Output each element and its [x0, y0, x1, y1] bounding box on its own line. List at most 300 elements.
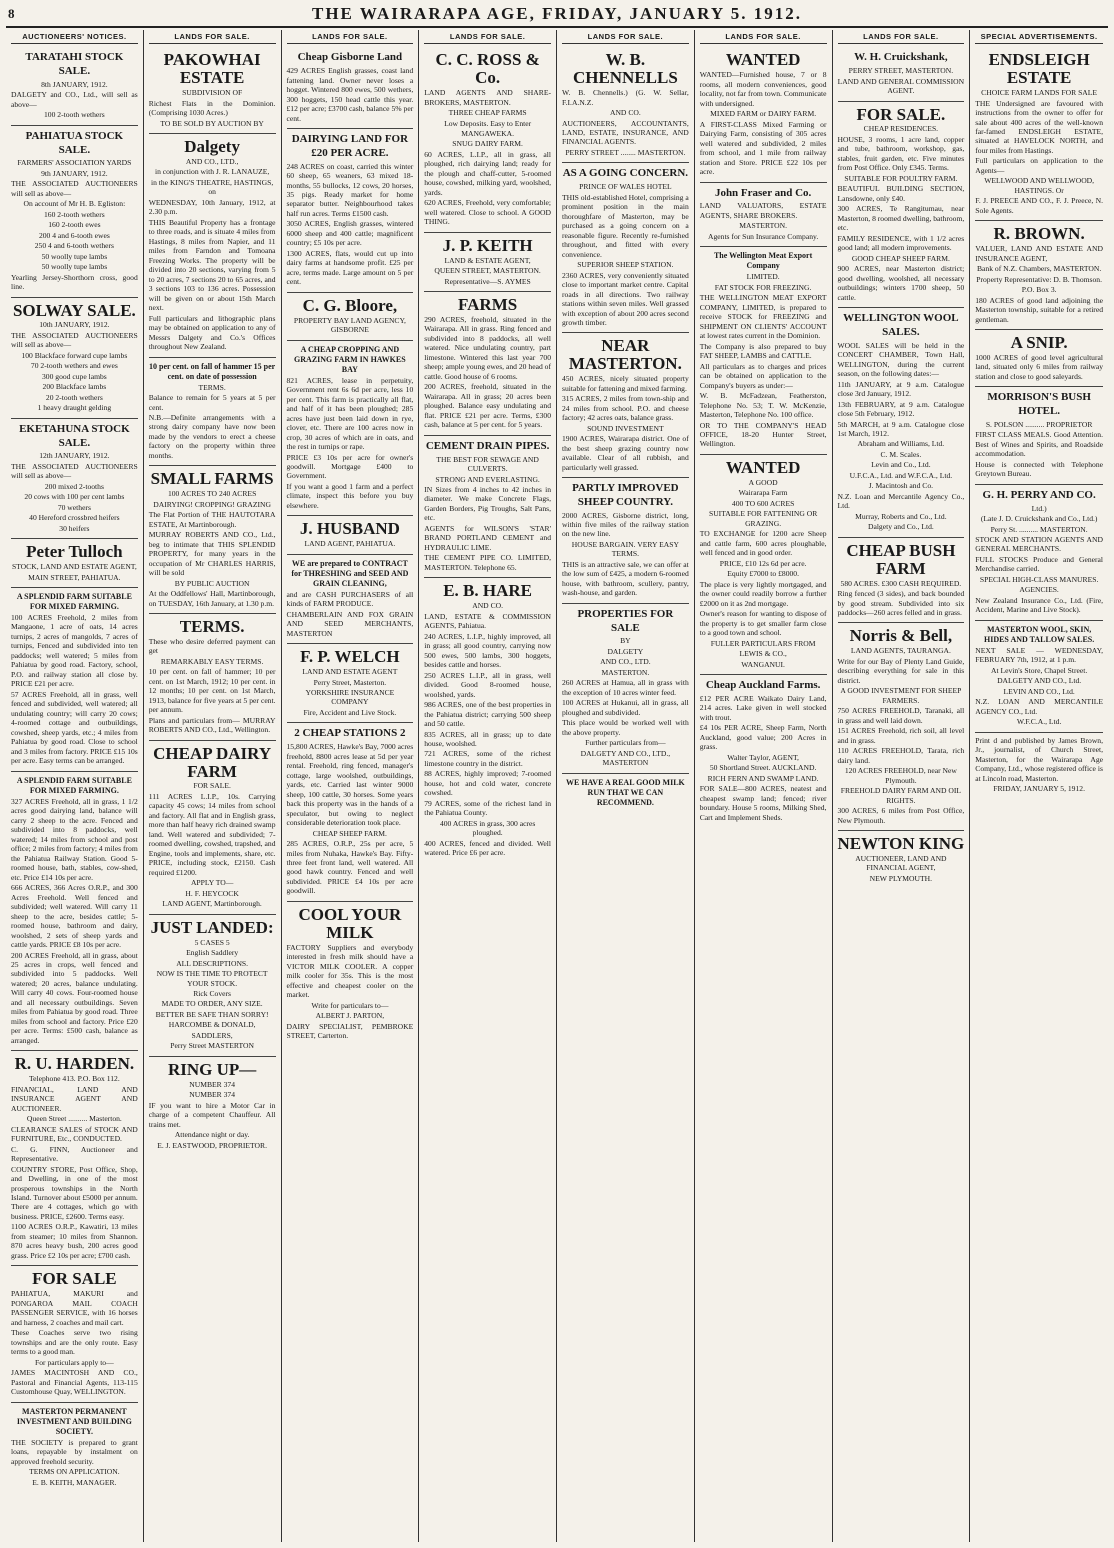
ad-text-line: FULLER PARTICULARS FROM	[710, 638, 816, 648]
ad-text-line: Owner's reason for wanting to dispose of the property is to get smaller farm close to a good town and school.	[699, 609, 827, 638]
ad-text-line: 100 ACRES TO 240 ACRES	[167, 489, 257, 499]
ad-title: TARATAHI STOCK SALE.	[25, 51, 124, 78]
ad-text-line: 100 ACRES Freehold, 2 miles from Mangaone, 1 acre of oats, 14 acres turnips, 2 acres of mangolds, 7 acres of turnips, Fenced and subdivided into ten paddocks; well watered; 5 miles from Pahiatua by good road. Factory, school, P.O. and railway station all close by. PRICE £21 per acre.	[11, 613, 138, 689]
ad-title: W. B. CHENNELLS	[572, 50, 678, 88]
advertisement	[838, 831, 965, 888]
advertisement	[11, 539, 138, 588]
ad-title: ENDSLEIGH ESTATE	[988, 50, 1090, 88]
ad-text-line: VALUER, LAND AND ESTATE AND INSURANCE AGENT,	[975, 244, 1103, 263]
ad-text-line: ALL DESCRIPTIONS.	[176, 958, 249, 968]
ad-text-line: 290 ACRES, freehold, situated in the Wairarapa. All in grass. Ring fenced and subdivided into 8 paddocks, all well watered. Nice undulating country, part limestone. Wintered this last year 700 sheep; ample young ewes, and 20 head of cattle. Good house of 6 rooms.	[424, 314, 551, 381]
ad-text-line: Full particulars and lithographic plans may be obtained on application to any of Messrs Dalgety and Co.'s Offices throughout New Zealand.	[148, 313, 276, 352]
ad-text-line: Write for particulars to—	[311, 1000, 389, 1010]
ad-text-line: Murray, Roberts and Co., Ltd.	[855, 511, 947, 521]
ad-text-line: LIMITED.	[746, 272, 780, 282]
ad-text-line: 160 2-tooth ewes	[48, 220, 101, 230]
ad-text-line: APPLY TO—	[190, 878, 234, 888]
advertisement	[11, 47, 138, 125]
ad-text-line: FRIDAY, JANUARY 5, 1912.	[993, 784, 1085, 794]
ad-text-line: HOUSE, 3 rooms, 1 acre land, copper and tube, bathroom, workshop, gas, stables, fruit garden, etc. Five minutes from Post Office. Only £345. Terms.	[837, 134, 965, 173]
ad-text-line: ALBERT J. PARTON,	[315, 1011, 385, 1021]
ad-text-line: STOCK, LAND AND ESTATE AGENT,	[11, 562, 137, 572]
ad-title: PARTLY IMPROVED SHEEP COUNTRY.	[572, 482, 679, 508]
ad-text-line: 285 ACRES, O.R.P., 25s per acre, 5 miles from Nuhaka, Hawke's Bay. Fifty-three feet front land, well watered. All good hawk country. Fenced and well subdivided. PRICE £4 10s per acre goodwill.	[286, 839, 414, 896]
ad-text-line: NOW IS THE TIME TO PROTECT YOUR STOCK.	[156, 969, 268, 988]
ad-text-line: DALGETY AND CO., LTD., MASTERTON	[580, 748, 671, 768]
ad-text-line: THE SOCIETY is prepared to grant loans, repayable by instalment on approved freehold security.	[11, 1437, 138, 1466]
ad-text-line: W. B. Chennells.) (G. W. Sellar, F.I.A.N.Z.	[562, 88, 689, 107]
ad-text-line: 9th JANUARY, 1912.	[41, 168, 108, 178]
ad-text-line: COUNTRY STORE, Post Office, Shop, and Dwelling, in one of the most prosperous townships in the North Island. Turnover about £5000 per annum. There are 4 cottages, which go with business. PRICE, £2600. Terms easy.	[11, 1164, 138, 1221]
ad-text-line: DALGETY	[607, 646, 644, 656]
ad-text-line: N.Z. Loan and Mercantile Agency Co., Ltd.	[837, 491, 965, 511]
column-8	[970, 30, 1108, 1542]
ad-text-line: WOOL SALES will be held in the CONCERT CHAMBER, Town Hall, WELLINGTON, during the current season, on the following dates:—	[837, 340, 965, 379]
advertisement	[11, 419, 138, 539]
advertisement	[975, 733, 1103, 799]
ad-text-line: 79 ACRES, some of the richest land in the Pahiatua County.	[424, 798, 551, 818]
ad-title: RING UP—	[167, 1059, 257, 1079]
ad-text-line: If you want a good 1 farm and a perfect climate, inspect this before you buy elsewhere.	[286, 481, 414, 510]
ad-title: NEAR MASTERTON.	[568, 336, 682, 374]
ad-text-line: WANTED—Furnished house, 7 or 8 rooms, all modern conveniences, good locality, not far from town. Communicate with undersigned.	[699, 70, 827, 108]
advertisement	[562, 47, 689, 163]
ad-text-line: W.F.C.A., Ltd.	[1016, 717, 1062, 727]
advertisement	[287, 902, 414, 1046]
advertisement	[562, 163, 689, 333]
ad-text-line: BETTER BE SAFE THAN SORRY!	[155, 1009, 269, 1019]
ad-title: J. HUSBAND	[299, 519, 400, 539]
ad-text-line: 110 ACRES FREEHOLD, Tarata, rich dairy land.	[837, 746, 965, 765]
ad-title: C. C. ROSS & Co.	[435, 50, 540, 88]
ad-title: R. U. HARDEN.	[14, 1054, 135, 1074]
ad-text-line: Perry Street MASTERTON	[170, 1041, 255, 1051]
advertisement	[149, 614, 276, 741]
column-1	[6, 30, 144, 1542]
column-4	[419, 30, 557, 1542]
ad-text-line: JAMES MACINTOSH AND CO., Pastoral and Financial Agents, 113-115 Customhouse Quay, WELLINGTON.	[11, 1368, 138, 1397]
ad-text-line: in conjunction with J. R. LANAUZE,	[154, 167, 270, 177]
ad-text-line: 248 ACRES on coast, carried this winter 60 sheep, 65 weaners, 63 mixed 18-months, 55 bullocks, 12 cows, 20 horses, 35 pigs. Ready market for home separator butter. Neighbourhood takes half run acres. Terms £1500 cash.	[286, 161, 414, 218]
ad-text-line: BEAUTIFUL BUILDING SECTION, Lansdowne, only £40.	[837, 184, 965, 203]
masthead: THE WAIRARAPA AGE, FRIDAY, JANUARY 5. 1912.	[312, 4, 802, 23]
ad-text-line: LAND AND GENERAL COMMISSION AGENT.	[837, 76, 965, 96]
ad-title: WELLINGTON WOOL SALES.	[843, 312, 959, 338]
ad-title: COOL YOUR MILK	[298, 904, 402, 942]
ad-text-line: SOUND INVESTMENT	[587, 423, 664, 433]
ad-text-line: LAND AGENTS, TAURANGA.	[850, 646, 951, 656]
ad-text-line: LAND AGENTS AND SHARE-BROKERS, MASTERTON.	[424, 88, 551, 107]
ad-text-line: CHOICE FARM LANDS FOR SALE	[981, 88, 1098, 98]
ad-text-line: 1100 ACRES O.R.P., Kawatiri, 13 miles from steamer; 10 miles from Shannon. 870 acres heavy bush, 200 acres good grass. Price £2 10s per acre; £700 cash.	[11, 1222, 138, 1260]
ad-text-line: J. Macintosh and Co.	[868, 481, 934, 491]
ad-title: MASTERTON PERMANENT INVESTMENT AND BUILDING SOCIETY.	[16, 1406, 132, 1436]
ad-title: FOR SALE.	[856, 104, 946, 124]
advertisement	[149, 47, 276, 134]
ad-text-line: AND CO.	[609, 108, 641, 118]
ad-title: PAKOWHAI ESTATE	[163, 50, 261, 88]
ad-text-line: MASTERTON.	[601, 667, 650, 677]
ad-text-line: 450 ACRES, nicely situated property suitable for fattening and mixed farming.	[562, 374, 689, 393]
advertisement	[424, 436, 551, 579]
ad-text-line: 900 ACRES, near Masterton district; good dwelling, woolshed, all necessary outbuildings; winters 1700 sheep, 50 cattle.	[837, 264, 965, 302]
ad-text-line: FIRST CLASS MEALS. Good Attention. Best of Wines and Spirits, and Roadside accommodation.	[975, 430, 1103, 459]
ad-text-line: FREEHOLD DAIRY FARM AND OIL RIGHTS.	[840, 786, 961, 805]
ad-text-line: Walter Taylor, AGENT,	[727, 752, 799, 762]
ad-text-line: 240 ACRES, L.I.P., highly improved, all in grass; all good country, carrying now 500 ewes, 500 lambs, 300 hoggets, besides cattle and horses.	[424, 631, 551, 670]
ad-text-line: SUITABLE FOR POULTRY FARM.	[844, 173, 958, 183]
ad-text-line: DAIRYING! CROPPING! GRAZING	[153, 499, 271, 509]
ad-text-line: Balance to remain for 5 years at 5 per cent.	[148, 393, 276, 412]
ad-text-line: THE ASSOCIATED AUCTIONEERS will sell as above—	[11, 461, 138, 481]
newspaper-columns	[6, 30, 1108, 1542]
column-7	[833, 30, 971, 1542]
ad-text-line: 400 ACRES in grass, 300 acres ploughed.	[439, 818, 536, 838]
ad-text-line: 88 ACRES, highly improved; 7-roomed house, hot and cold water, concrete cowshed.	[424, 769, 551, 798]
ad-text-line: Equity £7000 to £8000.	[727, 569, 799, 579]
ad-text-line: 620 ACRES, Freehold, very comfortable; well watered. Close to school. A GOOD THING.	[424, 198, 551, 227]
advertisement	[287, 47, 414, 129]
ad-text-line: 50 woolly tupe lambs	[41, 262, 108, 272]
ad-title: Cheap Gisborne Land	[297, 51, 403, 64]
advertisement	[149, 466, 276, 614]
advertisement	[975, 387, 1103, 484]
ad-text-line: THE WELLINGTON MEAT EXPORT COMPANY, LIMITED, is prepared to receive STOCK for FREEZING and SHIPMENT ON CLIENTS' ACCOUNT at lowest rates current in the Dominion.	[699, 293, 827, 341]
ad-text-line: CHEAP SHEEP FARM.	[312, 828, 387, 838]
ad-text-line: 300 ACRES, 6 miles from Post Office, New Plymouth.	[837, 806, 965, 825]
advertisement	[700, 675, 827, 827]
ad-title: TERMS.	[179, 617, 245, 637]
column-heading: LANDS FOR SALE.	[287, 30, 414, 44]
ad-title: G. H. PERRY AND CO.	[982, 488, 1096, 501]
ad-text-line: A GOOD	[748, 477, 778, 487]
column-heading: LANDS FOR SALE.	[149, 30, 276, 44]
advertisement	[838, 308, 965, 538]
ad-text-line: 13th FEBRUARY, at 9 a.m. Catalogue close 5th February, 1912.	[837, 399, 965, 419]
ad-text-line: AUCTIONEERS, ACCOUNTANTS, LAND, ESTATE, INSURANCE, AND FINANCIAL AGENTS.	[562, 118, 689, 147]
advertisement	[287, 644, 414, 723]
advertisement	[11, 298, 138, 419]
ad-text-line: CLEARANCE SALES of STOCK AND FURNITURE, Etc., CONDUCTED.	[11, 1124, 138, 1144]
advertisement	[975, 621, 1103, 733]
ad-text-line: CHAMBERLAIN AND FOX GRAIN AND SEED MERCHANTS, MASTERTON	[286, 609, 414, 638]
ad-text-line: At Levin's Store, Chapel Street.	[990, 665, 1088, 675]
ad-text-line: Plans and particulars from— MURRAY ROBERTS AND CO., Ltd., Wellington.	[148, 715, 276, 735]
ad-text-line: THE CEMENT PIPE CO. LIMITED, MASTERTON. Telephone 65.	[424, 553, 551, 572]
advertisement	[11, 1051, 138, 1266]
ad-text-line: MIXED FARM or DAIRY FARM.	[710, 109, 817, 119]
ad-title: A SPLENDID FARM SUITABLE FOR MIXED FARMING.	[16, 775, 132, 795]
ad-text-line: Agents for Sun Insurance Company.	[708, 231, 819, 241]
advertisement	[838, 47, 965, 101]
ad-text-line: 30 heifers	[59, 523, 90, 533]
ad-title: CHEAP DAIRY FARM	[153, 743, 272, 781]
ad-text-line: P.O. Box 3.	[1021, 285, 1057, 295]
advertisement	[287, 723, 414, 902]
ad-text-line: 400 ACRES, fenced and divided. Well watered. Price £6 per acre.	[424, 838, 551, 858]
column-3	[282, 30, 420, 1542]
ad-title: A CHEAP CROPPING AND GRAZING FARM IN HAWKES BAY	[294, 344, 406, 374]
ad-title: J. P. KEITH	[442, 235, 533, 255]
ad-text-line: 200 Blackface lambs	[42, 382, 107, 392]
advertisement	[700, 47, 827, 182]
advertisement	[287, 555, 414, 644]
ad-title: Norris & Bell,	[849, 626, 953, 646]
ad-text-line: Full particulars on application to the Agents—	[975, 156, 1103, 175]
ad-text-line: 151 ACRES Freehold, rich soil, all level and in grass.	[837, 726, 965, 745]
column-heading: LANDS FOR SALE.	[700, 30, 827, 44]
ad-text-line: THE ASSOCIATED AUCTIONEERS will sell as above—	[11, 179, 138, 198]
ad-text-line: RICH FERN AND SWAMP LAND.	[707, 773, 819, 783]
ad-text-line: Further particulars from—	[585, 738, 666, 748]
advertisement	[149, 915, 276, 1057]
ad-text-line: 315 ACRES, 2 miles from town-ship and 24 miles from school. P.O. and cheese factory; 42 acres oats, balance grass.	[562, 394, 689, 423]
ad-text-line: 5th MARCH, at 9 a.m. Catalogue close 1st March, 1912.	[837, 419, 965, 438]
ad-text-line: 160 2-tooth wethers	[44, 209, 105, 219]
ad-title: FARMS	[458, 295, 518, 315]
ad-title: SMALL FARMS	[150, 469, 274, 489]
ad-text-line: 100 2-tooth wethers	[44, 110, 105, 120]
ad-title: A SPLENDID FARM SUITABLE FOR MIXED FARMING.	[16, 592, 132, 611]
ad-text-line: 12th JANUARY, 1912.	[39, 451, 110, 461]
advertisement	[287, 341, 414, 517]
ad-text-line: CHEAP RESIDENCES.	[863, 124, 939, 134]
ad-text-line: PROPERTY BAY LAND AGENCY, GISBORNE	[293, 315, 406, 335]
ad-title: JUST LANDED:	[150, 917, 274, 937]
ad-text-line: THREE CHEAP FARMS	[448, 108, 527, 118]
ad-text-line: AND CO., LTD.	[600, 657, 651, 667]
advertisement	[149, 1057, 276, 1155]
ad-text-line: 200 mixed 2-tooths	[44, 481, 104, 491]
ad-text-line: The place is very lightly mortgaged, and the owner could readily borrow a further £2000 on it as 2nd mortgage.	[699, 579, 827, 608]
ad-text-line: LAND AGENT, Martinborough.	[162, 899, 262, 909]
ad-text-line: OR TO THE COMPANY'S HEAD OFFICE, 18-20 Hunter Street, Wellington.	[699, 420, 827, 449]
ad-text-line: IN Sizes from 4 inches to 42 inches in diameter. We make Concrete Flags, Garden Borders, Pig Troughs, Salt Pans, etc.	[424, 485, 551, 523]
ad-text-line: LAND, ESTATE & COMMISSION AGENTS, Pahiatua.	[424, 611, 551, 631]
ad-text-line: Richest Flats in the Dominion. (Comprising 1030 Acres.)	[148, 98, 276, 118]
ad-text-line: PRICE £3 10s per acre for owner's goodwill. Mortgage £400 to Government.	[286, 452, 414, 481]
ad-text-line: FINANCIAL, LAND AND INSURANCE AGENT AND AUCTIONEER.	[11, 1084, 138, 1113]
ad-title: 10 per cent. on fall of hammer 15 per cent. on date of possession	[149, 361, 276, 381]
advertisement	[287, 516, 414, 554]
ad-text-line: THIS is an attractive sale, we can offer at the low sum of £425, a modern 6-roomed house, with bathroom, scullery, pantry, wash-house, and garden.	[562, 559, 689, 598]
ad-text-line: For particulars apply to—	[35, 1357, 114, 1367]
ad-title: A SNIP.	[1010, 333, 1068, 353]
advertisement	[424, 233, 551, 292]
ad-text-line: TERMS.	[198, 382, 226, 392]
ad-text-line: New Zealand Insurance Co., Ltd. (Fire, Accident, Marine and Live Stock).	[975, 595, 1103, 615]
ad-text-line: FARMERS' ASSOCIATION YARDS	[17, 158, 132, 168]
ad-text-line: 821 ACRES, lease in perpetuity, Government rent 6s 6d per acre, less 10 per cent. This farm is practically all flat, and half of it has been ploughed; 285 acres have just been laid down in rye, clover, etc. There are 100 acres now in crop, 30 acres of which are in oats, and the rest in turnips or rape.	[286, 375, 414, 452]
column-2	[144, 30, 282, 1542]
ad-text-line: QUEEN STREET, MASTERTON.	[434, 266, 541, 276]
ad-text-line: Wairarapa Farm	[738, 488, 788, 498]
ad-title: E. B. HARE	[443, 581, 533, 601]
ad-text-line: Property Representative: D. B. Thomson.	[976, 274, 1103, 284]
ad-text-line: AGENCIES.	[1019, 585, 1059, 595]
masthead-rule	[6, 26, 1108, 28]
ad-text-line: 120 ACRES FREEHOLD, near New Plymouth.	[844, 766, 957, 785]
ad-text-line: U.F.C.A., Ltd. and W.F.C.A., Ltd.	[849, 470, 953, 480]
ad-text-line: BY	[620, 636, 631, 646]
column-6	[695, 30, 833, 1542]
advertisement	[975, 485, 1103, 621]
ad-text-line: NUMBER 374	[189, 1090, 236, 1100]
ad-text-line: 580 ACRES. £300 CASH REQUIRED.	[840, 578, 962, 588]
advertisement	[562, 604, 689, 774]
ad-text-line: Ring fenced (3 sides), and back bounded by good stream. Subdivided into six paddocks—260 acres felled and in grass.	[837, 589, 965, 617]
ad-text-line: 200 4 and 6-tooth ewes	[38, 230, 110, 240]
ad-text-line: WELLWOOD AND WELLWOOD, HASTINGS. Or	[984, 176, 1095, 195]
ad-text-line: Representative—S. AYMES	[444, 276, 531, 286]
ad-text-line: 70 2-tooth wethers and ewes	[30, 361, 118, 371]
ad-text-line: Rick Covers	[193, 989, 231, 998]
ad-text-line: DALGETY and CO., Ltd., will sell as above—	[11, 90, 138, 109]
ad-title: SOLWAY SALE.	[12, 300, 136, 320]
advertisement	[287, 129, 414, 293]
ad-text-line: 835 ACRES, all in grass; up to date house, woolshed.	[424, 729, 551, 748]
ad-text-line: 260 ACRES at Hamua, all in grass with the exception of 10 acres winter feed.	[562, 678, 689, 697]
ad-text-line: TO EXCHANGE for 1200 acre Sheep and cattle farm, 600 acres ploughable, well fenced and in good order.	[699, 529, 827, 558]
ad-text-line: 2000 ACRES, Gisborne district, long, within five miles of the railway station on the new line.	[562, 510, 689, 539]
ad-text-line: LEVIN AND CO., Ltd.	[1003, 686, 1075, 696]
ad-text-line: PRINCE OF WALES HOTEL	[579, 182, 672, 192]
advertisement	[11, 126, 138, 298]
ad-text-line: £12 PER ACRE Waikato Dairy Land, 214 acres. Lake given in well stocked with trout.	[699, 693, 827, 722]
ad-text-line: 50 Shortland Street. AUCKLAND.	[709, 763, 817, 773]
advertisement	[700, 455, 827, 675]
ad-text-line: 666 ACRES, 366 Acres O.R.P., and 300 Acres Freehold. Well fenced and subdivided; well watered. Will carry 11 sheep to the acre, besides cattle; 5-roomed house, bathroom and dairy, woolshed, 2 sets of sheep yards and cattle yards. PRICE £8 10s per acre.	[11, 883, 138, 950]
ad-text-line: Bank of N.Z. Chambers, MASTERTON.	[976, 264, 1102, 274]
ad-text-line: On account of Mr H. B. Egliston:	[23, 199, 126, 209]
ad-text-line: FAMILY RESIDENCE, with 1 1/2 acres good land; all modern improvements.	[837, 233, 965, 253]
ad-title: PAHIATUA STOCK SALE.	[25, 129, 124, 156]
ad-text-line: HARCOMBE & DONALD,	[168, 1020, 256, 1030]
ad-text-line: DAIRY SPECIALIST, PEMBROKE STREET, Carterton.	[286, 1021, 414, 1040]
advertisement	[562, 333, 689, 478]
ad-text-line: These who desire deferred payment can get	[148, 636, 276, 656]
ad-title: 2 CHEAP STATIONS 2	[294, 727, 406, 740]
ad-text-line: BY PUBLIC AUCTION	[174, 578, 250, 588]
ad-text-line: £4 10s PER ACRE, Sheep Farm, North Auckland, good value; 200 Acres in grass.	[699, 723, 827, 752]
ad-text-line: SADDLERS,	[191, 1030, 233, 1040]
ad-text-line: N.B.—Definite arrangements with a strong dairy company have now been made by the vendors to erect a cheese factory on the property within three months.	[148, 412, 276, 460]
advertisement	[838, 538, 965, 624]
ad-text-line: Perry Street, Masterton.	[313, 677, 387, 687]
ad-text-line: SNUG DAIRY FARM.	[452, 139, 523, 149]
ad-text-line: NUMBER 374	[189, 1079, 236, 1089]
ad-text-line: and are CASH PURCHASERS of all kinds of FARM PRODUCE.	[286, 589, 414, 609]
ad-text-line: 721 ACRES, some of the richest limestone country in the district.	[424, 749, 551, 768]
ad-text-line: 2360 ACRES, very conveniently situated close to important market centre. Capital roads in all directions. Two railway stations within seven miles. Well grassed with exception of about 200 acres second growth timber.	[562, 270, 689, 327]
ad-text-line: These Coaches serve two rising townships and are the only route. Easy terms to a good man.	[11, 1328, 138, 1357]
ad-text-line: Print d and published by James Brown, Jr., journalist, of Church Street, Masterton, for the Wairarapa Age Company, Ltd., whose registered office is at Lincoln road, Masterton.	[975, 735, 1103, 783]
ad-text-line: At the Oddfellows' Hall, Martinborough, on TUESDAY, 16th January, at 1.30 p.m.	[148, 589, 276, 608]
ad-text-line: WEDNESDAY, 10th January, 1912, at 2.30 p.m.	[148, 197, 276, 217]
ad-title: Dalgety	[184, 137, 240, 156]
ad-text-line: 20 2-tooth wethers	[45, 392, 103, 402]
ad-text-line: 250 4 and 6-tooth wethers	[34, 241, 115, 251]
ad-text-line: 1300 ACRES, flats, would cut up into dairy farms at handsome profit. £25 per acre, terms made. Large amount on 5 per cent.	[286, 248, 414, 287]
ad-text-line: REMARKABLY EASY TERMS.	[160, 656, 264, 666]
ad-text-line: H. F. HEYCOCK	[185, 888, 239, 898]
ad-text-line: LAND AND ESTATE AGENT	[302, 667, 398, 677]
ad-text-line: LAND VALUATORS, ESTATE AGENTS, SHARE BROKERS.	[699, 201, 827, 220]
ad-text-line: Write for our Bay of Plenty Land Guide, describing everything for sale in this district.	[837, 656, 965, 685]
advertisement	[287, 293, 414, 341]
ad-title: FOR SALE	[32, 1269, 117, 1289]
ad-text-line: S. POLSON .......... PROPRIETOR	[985, 419, 1093, 429]
ad-text-line: WANGANUI.	[741, 659, 785, 669]
ad-title: WE HAVE A REAL GOOD MILK RUN THAT WE CAN RECOMMEND.	[565, 777, 685, 807]
ad-text-line: AND CO., LTD.,	[185, 156, 239, 166]
ad-title: W. H. Cruickshank,	[854, 51, 948, 64]
ad-title: WANTED	[725, 457, 801, 477]
ad-text-line: A GOOD INVESTMENT FOR SHEEP FARMERS.	[840, 686, 962, 705]
ad-text-line: 1 heavy draught gelding	[37, 403, 112, 413]
advertisement	[562, 774, 689, 813]
ad-text-line: 200 ACRES Freehold, all in grass, about 25 acres in crops, well fenced and subdivided into 5 paddocks. Well watered; 20 acres, balance undulating. Will carry 40 cows. Four-roomed house and all necessary outbuildings. Seven miles from Pahiatua by good road. Three miles from school and factory. Price £20 per acre. Terms: £500 cash, balance as arranged.	[11, 950, 138, 1045]
ad-text-line: 327 ACRES Freehold, all in grass, 1 1/2 acres good dairying land, balance will carry 2 sheep to the acre. Fenced and subdivided into 8 paddocks, well watered; 14 miles from school and post office; 2 miles from factory; 4 miles from the Pahiatua Railway Station. Good 5-roomed house, bath, stables, cow-shed, etc. Price £14 10s per acre.	[11, 796, 138, 882]
advertisement	[11, 1266, 138, 1402]
advertisement	[424, 292, 551, 436]
ad-text-line: SUITABLE FOR FATTENING OR GRAZING.	[708, 509, 818, 528]
ad-title: MORRISON'S BUSH HOTEL.	[987, 391, 1091, 418]
ad-text-line: Queen Street .......... Masterton.	[26, 1114, 122, 1124]
ad-text-line: 429 ACRES English grasses, coast land fattening land. Owner never loses a hogget. Wintered 800 ewes, 500 wethers, 300 hoggets, 150 head cattle this year. £12 per acre; £3700 cash, balance 5% per cent.	[286, 66, 414, 123]
ad-text-line: House is connected with Telephone Greytown Bureau.	[975, 459, 1103, 479]
ad-title: Cheap Auckland Farms.	[705, 679, 821, 691]
ad-text-line: 57 ACRES Freehold, all in grass, well fenced and subdivided, well watered; all undulating country; will carry 20 cows; 4-roomed cottage and outbuildings, cowshed, sheep yards, etc.; 4 miles from Pahiatua by good road. Close to school and 3 miles from factory. PRICE £15 10s per acre. Easy terms can be arranged.	[11, 689, 138, 766]
ad-text-line: 10 per cent. on fall of hammer; 10 per cent. on 1st March, 1912; 10 per cent. in 12 months; 10 per cent. on 1st March, 1913, balance for five years at 5 per cent. per annum.	[148, 667, 276, 715]
ad-text-line: NEW PLYMOUTH.	[869, 873, 933, 883]
ad-text-line: 250 ACRES L.I.P., all in grass, well divided. Good 8-roomed house, woolshed, yards.	[424, 670, 551, 699]
ad-text-line: 300 ACRES, Te Rangitumau, near Masterton, 8 roomed dwelling, bathroom, etc.	[837, 204, 965, 233]
ad-text-line: 100 ACRES at Hukanui, all in grass, all ploughed and subdivided.	[562, 698, 689, 717]
ad-text-line: MURRAY ROBERTS AND CO., Ltd., beg to intimate that THIS SPLENDID PROPERTY, for many years in the occupation of Mr CHARLES HARRIS, will be sold	[148, 530, 276, 578]
ad-text-line: Telephone 413. P.O. Box 112.	[29, 1074, 120, 1084]
advertisement	[424, 578, 551, 862]
ad-title: NEWTON KING	[837, 834, 965, 854]
ad-text-line: 10th JANUARY, 1912.	[39, 320, 110, 330]
ad-text-line: Dalgety and Co., Ltd.	[867, 522, 934, 532]
ad-text-line: FAT STOCK FOR FREEZING.	[714, 282, 812, 292]
ad-text-line: The Flat Portion of THE HAUTOTARA ESTATE, At Martinborough.	[148, 510, 276, 529]
ad-title: CHEAP BUSH FARM	[846, 540, 956, 578]
ad-title: Peter Tulloch	[26, 542, 123, 562]
advertisement	[149, 134, 276, 358]
ad-text-line: AGENTS for WILSON'S 'STAR' BRAND PORTLAND CEMENT and HYDRAULIC LIME.	[424, 523, 551, 552]
ad-text-line: in the KING'S THEATRE, HASTINGS, on	[150, 177, 274, 197]
ad-text-line: THE BEST FOR SEWAGE AND CULVERTS.	[436, 454, 539, 474]
ad-text-line: SPECIAL HIGH-CLASS MANURES.	[979, 574, 1099, 584]
ad-text-line: 8th JANUARY, 1912.	[41, 79, 108, 89]
ad-text-line: AND CO.	[472, 601, 504, 611]
ad-text-line: 20 cows with 100 per cent lambs	[24, 492, 125, 502]
ad-text-line: 300 good cupe lambs	[42, 371, 107, 381]
advertisement	[700, 183, 827, 248]
ad-title: EKETAHUNA STOCK SALE.	[19, 422, 130, 449]
ad-text-line: (Late J. D. Cruickshank and Co., Ltd.)	[980, 514, 1098, 524]
ad-text-line: MADE TO ORDER, ANY SIZE.	[161, 999, 263, 1009]
ad-title: PROPERTIES FOR SALE	[577, 607, 674, 634]
ad-text-line: W. B. McFadzean, Featherston, Telephone No. 53; T. W. McKenzie, Masterton, Telephone No. 100 office.	[699, 391, 827, 420]
ad-text-line: Levin and Co., Ltd.	[871, 460, 931, 470]
ad-text-line: PERRY STREET ........ MASTERTON.	[565, 147, 686, 157]
advertisement	[149, 741, 276, 915]
column-heading: AUCTIONEERS' NOTICES.	[11, 30, 138, 44]
ad-text-line: The Company is also prepared to buy FAT SHEEP, LAMBS and CATTLE.	[699, 341, 827, 361]
